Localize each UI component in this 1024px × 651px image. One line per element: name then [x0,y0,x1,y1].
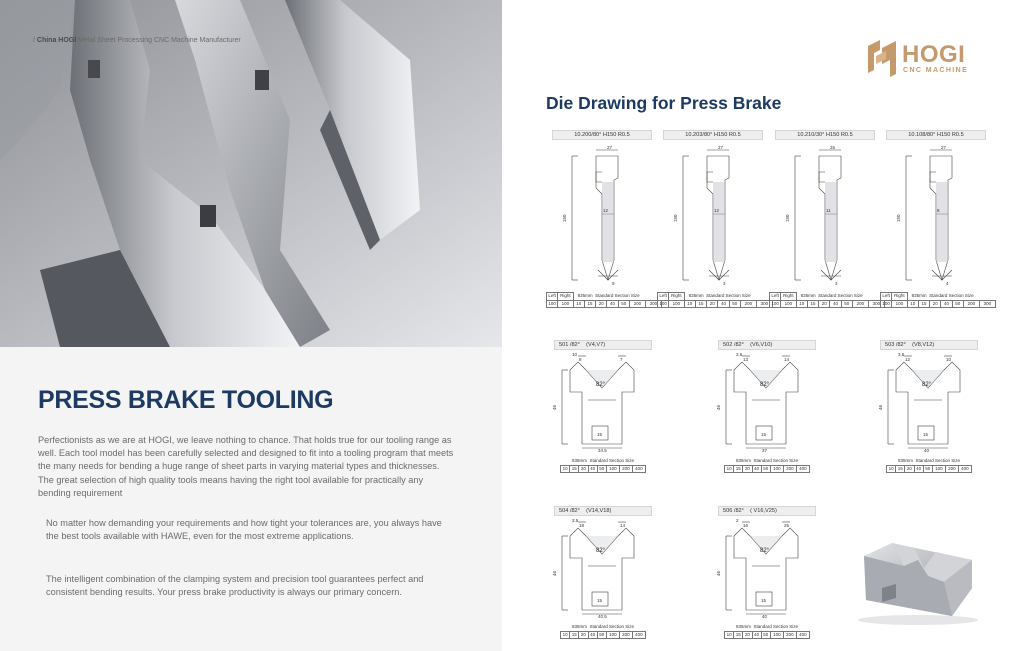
table-cell: 40 [607,300,618,308]
tooling-photo [0,0,502,347]
table-std-label: Standard Section Size [595,292,640,298]
table-cell: 400 [632,631,645,639]
punch-code: 10.200/80° H150 R0.5 [552,130,652,140]
punch-bottom-dim: 4 [946,281,949,286]
table-cell: 50 [952,300,963,308]
punch-height-dim: 150 [896,214,901,222]
table-cell: 100 [932,465,945,473]
table-cell: 200 [740,300,756,308]
punch-drawing [781,142,877,292]
tooling-heading: PRESS BRAKE TOOLING [38,386,334,414]
die-size-table [724,624,810,639]
die-dim-b: 16 [743,523,749,528]
die-drawing [716,518,816,618]
table-cell: 20 [707,300,718,308]
punch-height-dim: 150 [562,214,567,222]
table-length: 835mm [911,292,927,298]
table-cell: 15 [734,631,743,639]
table-length: 835mm [735,458,751,463]
table-cell: 100 [669,300,684,308]
table-length: 835mm [800,292,816,298]
die-dim-a: 3.5 [572,518,579,523]
table-cell: 15 [734,465,743,473]
die-dim-b: 18 [579,523,585,528]
breadcrumb-text: Metal Sheet Processing CNC Machine Manufacturer [76,37,241,44]
table-cell: 200 [963,300,979,308]
table-cell: 40 [752,465,761,473]
die-dim-a: 10 [572,352,578,357]
table-right-label: Right [669,293,684,301]
punch-top-dim: 26 [830,145,836,150]
die-angle: 82° [596,382,606,388]
die-card [552,506,652,646]
punch-code: 10.210/30° H150 R0.5 [775,130,875,140]
table-cell: 20 [930,300,941,308]
punch-card [771,130,887,312]
table-cell: 200 [619,631,632,639]
table-cell: 400 [796,465,809,473]
table-cell: 50 [618,300,629,308]
table-cell: 40 [914,465,923,473]
die-dim-c: 7 [620,357,623,362]
table-cell: 10 [573,300,584,308]
left-page [0,0,502,651]
table-cell: 10 [684,300,695,308]
table-cell: 400 [958,465,971,473]
table-left-label: Left [548,293,556,298]
die-slot: 15 [761,598,767,603]
die-height: 46 [552,404,557,410]
table-std-label: Standard Section Size [753,624,799,629]
die-size-table [724,458,810,473]
table-cell: 300 [756,300,772,308]
die-code: 503 /82° (V8,V12) [880,340,978,350]
punch-bottom-dim: 3 [835,281,838,286]
table-cell: 10 [887,465,896,473]
table-cell: 100 [606,631,619,639]
table-cell: 100 [659,300,667,306]
table-cell: 50 [597,631,606,639]
table-cell: 15 [695,300,706,308]
table-std-label: Standard Section Size [753,458,799,463]
die-slot: 15 [597,432,603,437]
die-dim-c: 10 [946,357,952,362]
die-width: 40 [762,614,768,618]
die-slot: 15 [597,598,603,603]
table-length: 835mm [571,458,587,463]
die-drawing [552,352,652,452]
table-cell: 100 [771,300,779,306]
die-height: 46 [552,570,557,576]
die-width: 34.5 [598,448,607,452]
table-cell: 10 [725,631,734,639]
breadcrumb-brand: China HOGI [36,37,77,44]
table-cell: 50 [761,465,770,473]
table-cell: 100 [770,465,783,473]
punch-top-dim: 27 [718,145,724,150]
table-cell: 300 [868,300,884,308]
die-card [716,506,816,646]
table-cell: 400 [796,631,809,639]
die-dim-b: 13 [743,357,749,362]
table-cell: 10 [907,300,918,308]
punch-mid-dim: 12 [603,208,609,213]
punch-mid-dim: 8 [937,208,940,213]
die-code: 502 /82° (V6,V10) [718,340,816,350]
punch-mid-dim: 11 [826,208,831,213]
intro-paragraph-2: No matter how demanding your requirements and how tight your tolerances are, you always have the best tools available with HAWE, even for the most extreme applications. [46,518,442,542]
punch-size-table [657,292,773,308]
table-cell: 100 [892,300,907,308]
table-cell: 20 [579,631,588,639]
punch-height-dim: 150 [785,214,790,222]
table-cell: 200 [619,465,632,473]
punch-drawing [558,142,654,292]
table-cell: 20 [905,465,914,473]
die-card [552,340,652,480]
table-cell: 20 [743,631,752,639]
table-cell: 100 [770,631,783,639]
table-cell: 50 [923,465,932,473]
table-cell: 50 [729,300,740,308]
table-cell: 20 [819,300,830,308]
table-cell: 100 [558,300,573,308]
die-dim-c: 25 [784,523,790,528]
table-length: 835mm [571,624,587,629]
die-drawing [716,352,816,452]
punch-size-table [880,292,996,308]
intro-paragraph-1: Perfectionists as we are at HOGI, we leave nothing to chance. That holds true for our tooling range as well. Each tool model has been carefully selected and designed to fit into a tooling program that meets the many needs for bending a huge range of sheet parts in varying material types and thicknesses. The great selection of high quality tools means having the right tool available for practically any bending requirement [38,435,454,498]
table-cell: 200 [783,631,796,639]
section-title: Die Drawing for Press Brake [546,93,782,113]
table-cell: 10 [561,465,570,473]
die-dim-c: 14 [620,523,626,528]
table-cell: 10 [725,465,734,473]
table-right-label: Right [781,293,796,301]
punch-code: 10.108/80° H150 R0.5 [886,130,986,140]
table-cell: 15 [584,300,595,308]
die-slot: 15 [923,432,929,437]
table-cell: 10 [561,631,570,639]
table-cell: 40 [588,465,597,473]
punch-bottom-dim: 3 [723,281,726,286]
die-dim-a: 3.5 [898,352,905,357]
table-cell: 40 [941,300,952,308]
table-cell: 40 [752,631,761,639]
table-cell: 15 [918,300,929,308]
die-width: 40.5 [598,614,607,618]
punch-size-table [546,292,662,308]
punch-bottom-dim: 9 [612,281,615,286]
press-brake-tools-image [0,0,502,347]
table-length: 835mm [688,292,704,298]
table-std-label: Standard Section Size [589,624,635,629]
punch-mid-dim: 12 [714,208,720,213]
table-left-label: Left [659,293,667,298]
table-cell: 100 [606,465,619,473]
die-drawing [552,518,652,618]
table-cell: 15 [570,465,579,473]
table-length: 835mm [897,458,913,463]
table-cell: 40 [718,300,729,308]
table-cell: 40 [588,631,597,639]
die-angle: 82° [760,382,770,388]
die-slot: 15 [761,432,767,437]
die-drawing [878,352,978,452]
v-die-block-image [852,538,982,628]
table-cell: 40 [830,300,841,308]
table-cell: 20 [579,465,588,473]
table-cell: 200 [783,465,796,473]
die-card [878,340,978,480]
die-width: 40 [924,448,930,452]
die-card [716,340,816,480]
punch-height-dim: 150 [673,214,678,222]
table-cell: 10 [796,300,807,308]
table-std-label: Standard Section Size [915,458,961,463]
die-size-table [560,458,646,473]
table-cell: 50 [597,465,606,473]
punch-drawing [669,142,765,292]
die-height: 46 [716,570,721,576]
table-cell: 400 [632,465,645,473]
table-right-label: Right [892,293,907,301]
table-cell: 100 [781,300,796,308]
table-length: 835mm [577,292,593,298]
die-angle: 82° [760,548,770,554]
table-cell: 300 [979,300,995,308]
die-dim-a: 2 [736,518,739,523]
die-dim-a: 3.5 [736,352,743,357]
table-cell: 300 [645,300,661,308]
punch-top-dim: 27 [607,145,613,150]
die-angle: 82° [596,548,606,554]
die-dim-c: 14 [784,357,790,362]
table-cell: 15 [570,631,579,639]
table-cell: 15 [896,465,905,473]
punch-card [659,130,775,312]
table-cell: 200 [629,300,645,308]
die-size-table [886,458,972,473]
die-code: 506 /82° ( V16,V25) [718,506,816,516]
table-left-label: Left [771,293,779,298]
punch-size-table [769,292,885,308]
table-std-label: Standard Section Size [706,292,751,298]
table-std-label: Standard Section Size [818,292,863,298]
table-cell: 50 [761,631,770,639]
table-right-label: Right [558,293,573,301]
table-cell: 100 [548,300,556,306]
intro-paragraph-3: The intelligent combination of the clamping system and precision tool guarantees perfect and consistent bending results. Your press brake productivity is always our primary concern. [46,574,424,598]
table-cell: 20 [596,300,607,308]
table-cell: 200 [852,300,868,308]
table-cell: 200 [945,465,958,473]
punch-card [882,130,998,312]
table-cell: 20 [743,465,752,473]
breadcrumb: / China HOGI Metal Sheet Processing CNC Machine Manufacturer [33,37,241,44]
table-cell: 15 [807,300,818,308]
punch-drawing [892,142,988,292]
die-height: 46 [716,404,721,410]
die-height: 46 [878,404,883,410]
die-angle: 82° [922,382,932,388]
logo-subtitle: CNC MACHINE [903,67,969,74]
die-code: 504 /82° (V14,V18) [554,506,652,516]
die-code: 501 /82° (V4,V7) [554,340,652,350]
punch-top-dim: 27 [941,145,947,150]
die-size-table [560,624,646,639]
die-dim-b: 12 [905,357,911,362]
table-cell: 50 [841,300,852,308]
table-cell: 100 [882,300,890,306]
table-left-label: Left [882,293,890,298]
table-length: 835mm [735,624,751,629]
punch-code: 10.203/80° H150 R0.5 [663,130,763,140]
logo-wordmark: HOGI [902,41,966,68]
die-dim-b: 8 [579,357,582,362]
table-std-label: Standard Section Size [589,458,635,463]
table-std-label: Standard Section Size [929,292,974,298]
punch-card [548,130,664,312]
die-width: 37 [762,448,768,452]
